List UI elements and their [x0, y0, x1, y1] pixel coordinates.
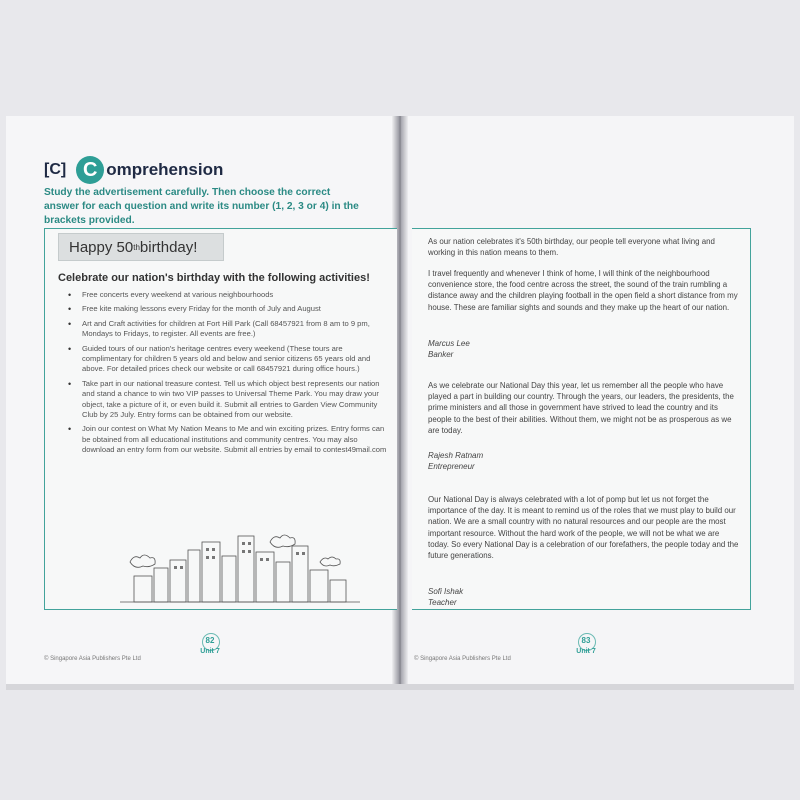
unit-label-right: Unit 7 [576, 648, 596, 655]
quote-author: Rajesh Ratnam [428, 451, 484, 460]
activity-item: • Guided tours of our nation's heritage centres every weekend (These tours are complimentary for children 5 years old and below and senior citizens 65 years old and above. For detailed prices check our website or call 68457921 during office hours.) [62, 344, 388, 375]
copyright-right: © Singapore Asia Publishers Pte Ltd [414, 656, 511, 662]
banner-superscript: th [133, 242, 140, 252]
copyright-left: © Singapore Asia Publishers Pte Ltd [44, 656, 141, 662]
unit-label-left: Unit 7 [200, 648, 220, 655]
birthday-banner [58, 233, 224, 261]
activity-item: • Free concerts every weekend at various neighbourhoods [62, 290, 388, 300]
quote-role: Teacher [428, 598, 457, 607]
section-title: omprehension [106, 160, 224, 179]
activity-item: • Join our contest on What My Nation Means to Me and win exciting prizes. Entry forms can be obtained from all educational institutions and community centres. You may also download an entry form from our website. Submit all entries by email to contest49mail.com [62, 424, 388, 455]
quote-text: Our National Day is always celebrated with a lot of pomp but let us not forget the importance of the day. It is meant to remind us of the roles that we must play to build our nation. We are a small country with no natural resources and our people are the most important resource. Without the hard work of the people, we will not be what we are today. So every National Day is a celebration of our forefathers, the people today and the future generations. [428, 495, 739, 561]
quote-author: Marcus Lee [428, 339, 470, 348]
banner-text: Happy 50 [69, 238, 134, 256]
quote-text: As we celebrate our National Day this year, let us remember all the people who have played a part in building our country. Through the years, our leaders, the presidents, the prime ministers and all those in government have strived to lead the country and its people to the best of their abilities. Without them, we might not be as prosperous as we are today. [428, 381, 734, 435]
section-letter: [C] [44, 161, 67, 178]
quote-text: I travel frequently and whenever I think of home, I will think of the neighbourhood convenience store, the food centre across the street, the sound of the train rumbling a distance away and the children playing football in the open field a short distance from my house. These are familiar sights and sounds and they make up the heart of our nation. [428, 269, 738, 312]
activities-list [62, 290, 388, 460]
comprehension-c-icon: C [76, 156, 104, 184]
quote-author: Sofi Ishak [428, 587, 464, 596]
quote-role: Entrepreneur [428, 462, 475, 471]
activity-item: • Art and Craft activities for children at Fort Hill Park (Call 68457921 from 8 am to 9 pm, Mondays to Fridays, to register. All events are free.) [62, 319, 388, 340]
intro-paragraph: As our nation celebrates it's 50th birthday, our people tell everyone what living and working in this nation means to them. [428, 237, 715, 258]
quote-role: Banker [428, 350, 454, 359]
activity-item: • Take part in our national treasure contest. Tell us which object best represents our nation and stand a chance to win two VIP passes to Universal Theme Park. You may draw your object, take a picture of it, or even build it. Submit all entries to Garden View Community Club by 25 July. Entry forms can be obtained from our website. [62, 379, 388, 421]
city-skyline-illustration [120, 522, 360, 604]
page-edge-shadow [6, 684, 794, 690]
section-heading [44, 150, 223, 190]
page-number-left: 82 [205, 636, 215, 645]
instructions: Study the advertisement carefully. Then choose the correct answer for each question and write its number (1, 2, 3 or 4) in the brackets provided. [44, 187, 359, 226]
activity-item: • Free kite making lessons every Friday for the month of July and August [62, 304, 388, 314]
banner-suffix: birthday! [139, 238, 198, 256]
page-number-right: 83 [581, 636, 591, 645]
activities-heading: Celebrate our nation's birthday with the following activities! [58, 272, 370, 284]
